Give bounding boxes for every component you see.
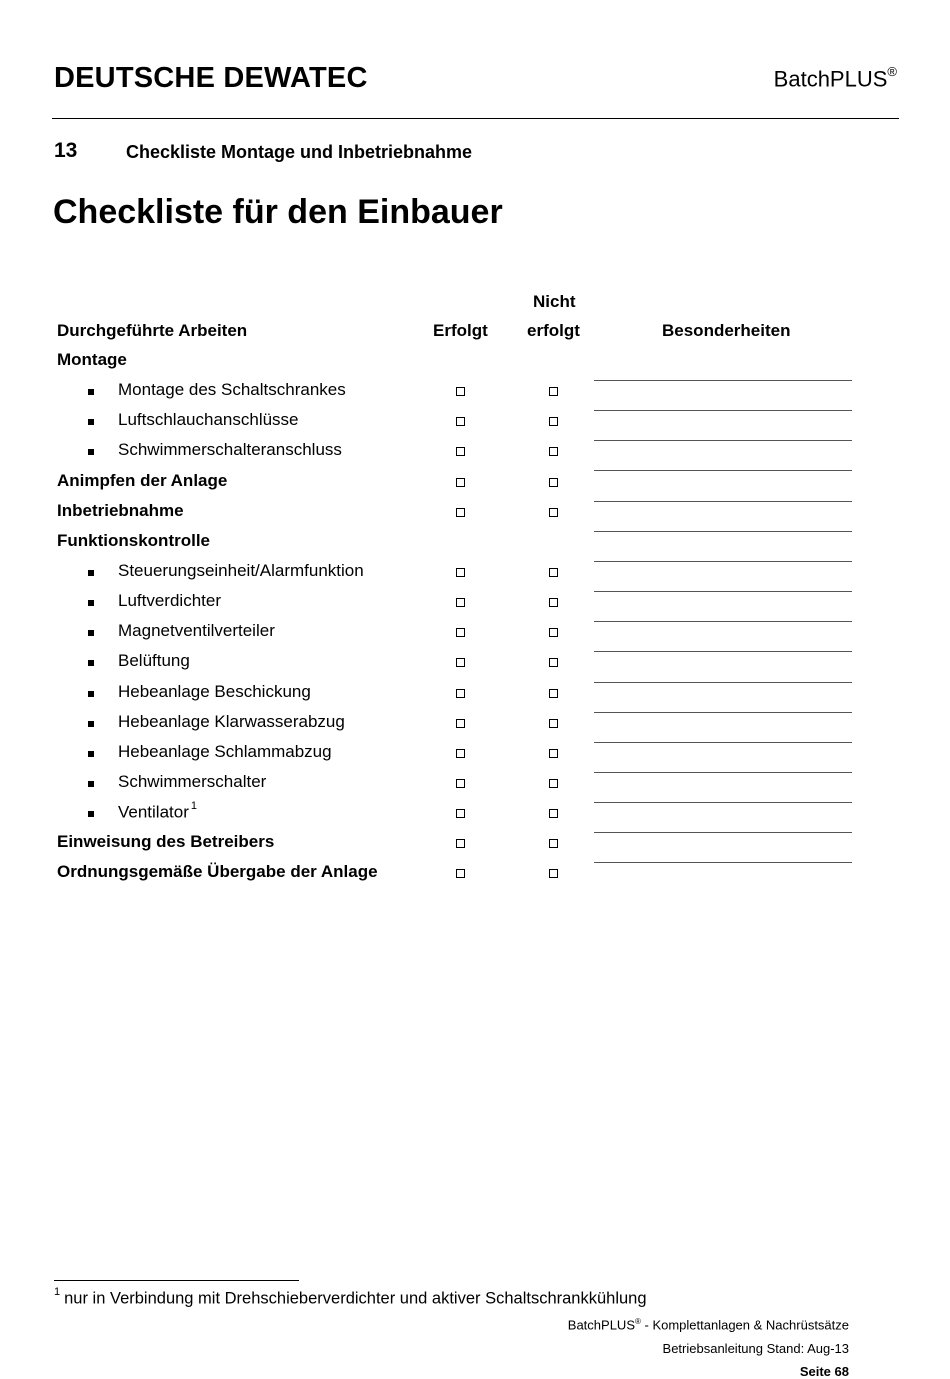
done-checkbox[interactable] <box>456 598 465 607</box>
done-checkbox[interactable] <box>456 387 465 396</box>
checklist-label-text: Magnetventilverteiler <box>118 621 275 641</box>
bullet-icon <box>88 660 94 666</box>
done-checkbox[interactable] <box>456 869 465 878</box>
checklist-table <box>0 345 950 888</box>
footnote-reference: 1 <box>190 800 198 813</box>
remarks-line[interactable] <box>594 621 852 622</box>
checklist-group-label <box>57 501 184 521</box>
done-checkbox[interactable] <box>456 689 465 698</box>
done-checkbox[interactable] <box>456 658 465 667</box>
done-checkbox[interactable] <box>456 839 465 848</box>
bullet-icon <box>88 751 94 757</box>
done-checkbox[interactable] <box>456 628 465 637</box>
not-done-checkbox[interactable] <box>549 839 558 848</box>
remarks-line[interactable] <box>594 410 852 411</box>
done-checkbox[interactable] <box>456 719 465 728</box>
checklist-item-label <box>118 440 342 460</box>
remarks-line[interactable] <box>594 862 852 863</box>
checklist-label-text: Montage des Schaltschrankes <box>118 380 346 400</box>
bullet-icon <box>88 449 94 455</box>
remarks-line[interactable] <box>594 591 852 592</box>
not-done-checkbox[interactable] <box>549 568 558 577</box>
bullet-icon <box>88 389 94 395</box>
checklist-label-text: Belüftung <box>118 651 190 671</box>
column-header-work: Durchgeführte Arbeiten <box>57 321 248 340</box>
checklist-item-label <box>118 651 190 671</box>
not-done-checkbox[interactable] <box>549 508 558 517</box>
checklist-label-text: Inbetriebnahme <box>57 500 184 520</box>
checklist-label-text: Montage <box>57 350 127 369</box>
not-done-checkbox[interactable] <box>549 809 558 818</box>
checklist-item-label <box>118 742 332 762</box>
remarks-line[interactable] <box>594 380 852 381</box>
bullet-icon <box>88 419 94 425</box>
bullet-icon <box>88 600 94 606</box>
remarks-line[interactable] <box>594 742 852 743</box>
checklist-label-text: Hebeanlage Klarwasserabzug <box>118 711 345 731</box>
checklist-item-label <box>118 802 197 823</box>
footer-product: BatchPLUS <box>567 1317 635 1333</box>
checklist-group-label <box>57 862 378 882</box>
remarks-line[interactable] <box>594 712 852 713</box>
not-done-checkbox[interactable] <box>549 689 558 698</box>
section-title: Checkliste Montage und Inbetriebnahme <box>126 142 473 162</box>
footer-product-line <box>568 1317 849 1332</box>
page-title: Checkliste für den Einbauer <box>53 193 503 231</box>
done-checkbox[interactable] <box>456 417 465 426</box>
remarks-line[interactable] <box>594 832 852 833</box>
checklist-item-label <box>118 621 275 641</box>
not-done-checkbox[interactable] <box>549 417 558 426</box>
checklist-group-label <box>57 832 274 852</box>
footer-registered-mark: ® <box>634 1317 641 1326</box>
checklist-label-text: Animpfen der Anlage <box>57 470 228 490</box>
checklist-label-text: Ordnungsgemäße Übergabe der Anlage <box>57 862 378 882</box>
done-checkbox[interactable] <box>456 568 465 577</box>
remarks-line[interactable] <box>594 470 852 471</box>
bullet-icon <box>88 691 94 697</box>
checklist-label-text: Luftverdichter <box>118 591 221 611</box>
footer-page-number: Seite 68 <box>799 1364 849 1379</box>
product-name-text: BatchPLUS <box>773 66 888 92</box>
footnote-text: nur in Verbindung mit Drehschieberverdichter und aktiver Schaltschrankkühlung <box>64 1289 647 1308</box>
done-checkbox[interactable] <box>456 508 465 517</box>
checklist-group-label <box>57 350 127 370</box>
checklist-label-text: Hebeanlage Schlammabzug <box>118 741 332 761</box>
checklist-item-label <box>118 712 345 732</box>
not-done-checkbox[interactable] <box>549 478 558 487</box>
done-checkbox[interactable] <box>456 478 465 487</box>
bullet-icon <box>88 811 94 817</box>
done-checkbox[interactable] <box>456 779 465 788</box>
done-checkbox[interactable] <box>456 749 465 758</box>
column-header-not-done-line2: erfolgt <box>527 321 580 340</box>
product-name <box>774 66 897 92</box>
not-done-checkbox[interactable] <box>549 749 558 758</box>
bullet-icon <box>88 721 94 727</box>
checklist-group-label <box>57 531 210 551</box>
done-checkbox[interactable] <box>456 447 465 456</box>
bullet-icon <box>88 781 94 787</box>
checklist-label-text: Steuerungseinheit/Alarmfunktion <box>118 560 364 580</box>
not-done-checkbox[interactable] <box>549 447 558 456</box>
registered-mark: ® <box>887 64 897 79</box>
checklist-label-text: Luftschlauchanschlüsse <box>118 410 299 430</box>
remarks-line[interactable] <box>594 772 852 773</box>
remarks-line[interactable] <box>594 682 852 683</box>
checklist-label-text: Einweisung des Betreibers <box>57 832 275 852</box>
remarks-line[interactable] <box>594 440 852 441</box>
checklist-label-text: Schwimmerschalter <box>118 771 267 791</box>
checklist-item-label <box>118 772 266 792</box>
not-done-checkbox[interactable] <box>549 779 558 788</box>
remarks-line[interactable] <box>594 561 852 562</box>
column-header-not-done-line1: Nicht <box>533 292 576 311</box>
checklist-row <box>0 345 950 375</box>
company-name: DEUTSCHE DEWATEC <box>54 62 368 94</box>
checklist-label-text: Schwimmerschalteranschluss <box>118 440 342 460</box>
checklist-label-text: Ventilator <box>118 802 189 822</box>
not-done-checkbox[interactable] <box>549 628 558 637</box>
not-done-checkbox[interactable] <box>549 387 558 396</box>
footer-product-desc: - Komplettanlagen & Nachrüstsätze <box>640 1317 849 1333</box>
remarks-line[interactable] <box>594 802 852 803</box>
checklist-label-text: Funktionskontrolle <box>57 530 210 550</box>
not-done-checkbox[interactable] <box>549 719 558 728</box>
done-checkbox[interactable] <box>456 809 465 818</box>
checklist-item-label <box>118 410 299 430</box>
not-done-checkbox[interactable] <box>549 598 558 607</box>
not-done-checkbox[interactable] <box>549 869 558 878</box>
checklist-item-label <box>118 591 221 611</box>
footnote-marker: 1 <box>54 1286 61 1298</box>
remarks-line[interactable] <box>594 531 852 532</box>
checklist-group-label <box>57 471 227 491</box>
footnote <box>54 1288 647 1309</box>
column-header-done: Erfolgt <box>433 321 488 340</box>
bullet-icon <box>88 630 94 636</box>
checklist-item-label <box>118 561 364 581</box>
footnote-divider <box>54 1280 299 1281</box>
header-divider <box>52 118 899 119</box>
checklist-label-text: Hebeanlage Beschickung <box>118 681 311 701</box>
checklist-item-label <box>118 380 346 400</box>
column-header-remarks: Besonderheiten <box>662 321 791 340</box>
footer-revision: Betriebsanleitung Stand: Aug-13 <box>662 1341 849 1356</box>
not-done-checkbox[interactable] <box>549 658 558 667</box>
remarks-line[interactable] <box>594 501 852 502</box>
checklist-item-label <box>118 682 311 702</box>
bullet-icon <box>88 570 94 576</box>
remarks-line[interactable] <box>594 651 852 652</box>
section-number: 13 <box>54 139 78 162</box>
